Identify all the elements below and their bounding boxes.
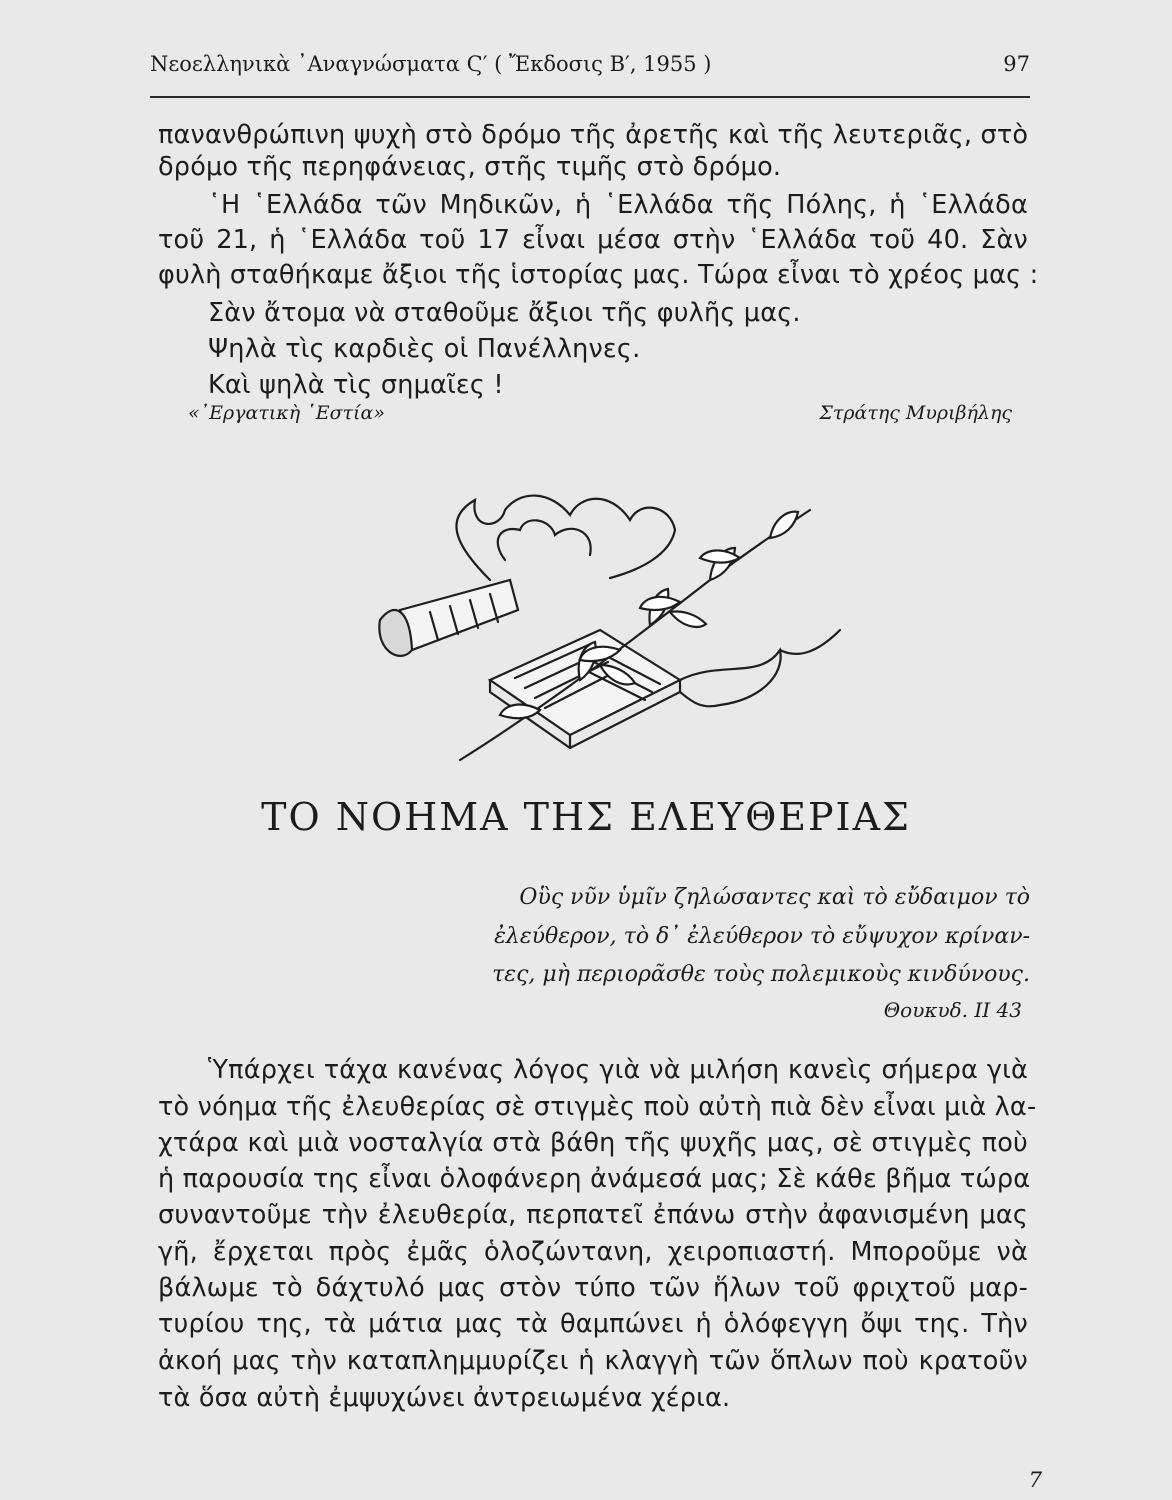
paragraph-line: ἡ παρουσία της εἶναι ὁλοφάνερη ἀνάμεσά μας; Σὲ κάθε βῆμα τώρα <box>158 1164 1031 1194</box>
poem-line: πανανθρώπινη ψυχὴ στὸ δρόμο τῆς ἀρετῆς καὶ τῆς λευτεριᾶς, στὸ <box>158 120 1029 150</box>
paragraph-line: ἀκοή μας τὴν καταπλημμυρίζει ἡ κλαγγὴ τῶν ὅπλων ποὺ κρατοῦν <box>158 1346 1028 1376</box>
epigraph-source: Θουκυδ. ΙΙ 43 <box>883 998 1022 1022</box>
signature-mark: 7 <box>1028 1468 1042 1492</box>
paragraph-line: τὸ νόημα τῆς ἐλευθερίας σὲ στιγμὲς ποὺ αὐτὴ πιὰ δὲν εἶναι μιὰ λα- <box>158 1092 1037 1122</box>
poem-line: ῾Η ῾Ελλάδα τῶν Μηδικῶν, ἡ ῾Ελλάδα τῆς Πόλης, ἡ ῾Ελλάδα <box>208 190 1028 220</box>
poem-line: Καὶ ψηλὰ τὶς σημαῖες ! <box>208 370 504 400</box>
epigraph-line: ἐλεύθερον, τὸ δ᾿ ἐλεύθερον τὸ εὔψυχον κρίναν- <box>494 924 1030 949</box>
poem-line: Ψηλὰ τὶς καρδιὲς οἱ Πανέλληνες. <box>208 334 641 364</box>
poem-author: Στράτης Μυριβήλης <box>819 402 1012 424</box>
paragraph-line: συναντοῦμε τὴν ἐλευθερία, περπατεῖ ἐπάνω στὴν ἀφανισμένη μας <box>158 1200 1028 1230</box>
paragraph-line: χτάρα καὶ μιὰ νοσταλγία στὰ βάθη τῆς ψυχῆς μας, σὲ στιγμὲς ποὺ <box>158 1128 1028 1158</box>
paragraph-line: τυρίου της, τὰ μάτια μας τὰ θαμπώνει ἡ ὁλόφεγγη ὄψι της. Τὴν <box>158 1309 1028 1339</box>
poem-line: τοῦ 21, ἡ ῾Ελλάδα τοῦ 17 εἶναι μέσα στὴν ῾Ελλάδα τοῦ 40. Σὰν <box>158 225 1028 255</box>
torch-and-olive-branch-icon <box>340 460 860 770</box>
paragraph-line: Ὑπάρχει τάχα κανένας λόγος γιὰ νὰ μιλήση κανεὶς σήμερα γιὰ <box>208 1055 1028 1085</box>
running-header <box>150 52 1030 76</box>
poem-line: δρόμο τῆς περηφάνειας, στῆς τιμῆς στὸ δρόμο. <box>158 152 782 182</box>
poem-source: «᾿Εργατικὴ ῾Εστία» <box>188 402 385 424</box>
poem-line: Σὰν ἄτομα νὰ σταθοῦμε ἄξιοι τῆς φυλῆς μας. <box>208 298 801 328</box>
header-rule <box>150 96 1030 98</box>
page-number: 97 <box>1003 52 1030 76</box>
epigraph-line: τες, μὴ περιορᾶσθε τοὺς πολεμικοὺς κινδύνους. <box>492 962 1030 987</box>
paragraph-line: τὰ ὅσα αὐτὴ ἐμψυχώνει ἀντρειωμένα χέρια. <box>158 1383 731 1413</box>
epigraph-line: Οὓς νῦν ὑμῖν ζηλώσαντες καὶ τὸ εὔδαιμον τὸ <box>519 885 1030 910</box>
running-title: Νεοελληνικὰ ᾿Αναγνώσματα Ϛ′ ( Ἔκδοσις Β′, 1955 ) <box>150 52 712 76</box>
poem-line: φυλὴ σταθήκαμε ἄξιοι τῆς ἱστορίας μας. Τώρα εἶναι τὸ χρέος μας : <box>158 260 1039 290</box>
paragraph-line: γῆ, ἔρχεται πρὸς ἐμᾶς ὁλοζώντανη, χειροπιαστή. Μποροῦμε νὰ <box>158 1237 1028 1267</box>
article-title: ΤΟ ΝΟΗΜΑ ΤΗΣ ΕΛΕΥΘΕΡΙΑΣ <box>261 795 911 839</box>
paragraph-line: βάλωμε τὸ δάχτυλό μας στὸν τύπο τῶν ἥλων τοῦ φριχτοῦ μαρ- <box>158 1273 1028 1303</box>
